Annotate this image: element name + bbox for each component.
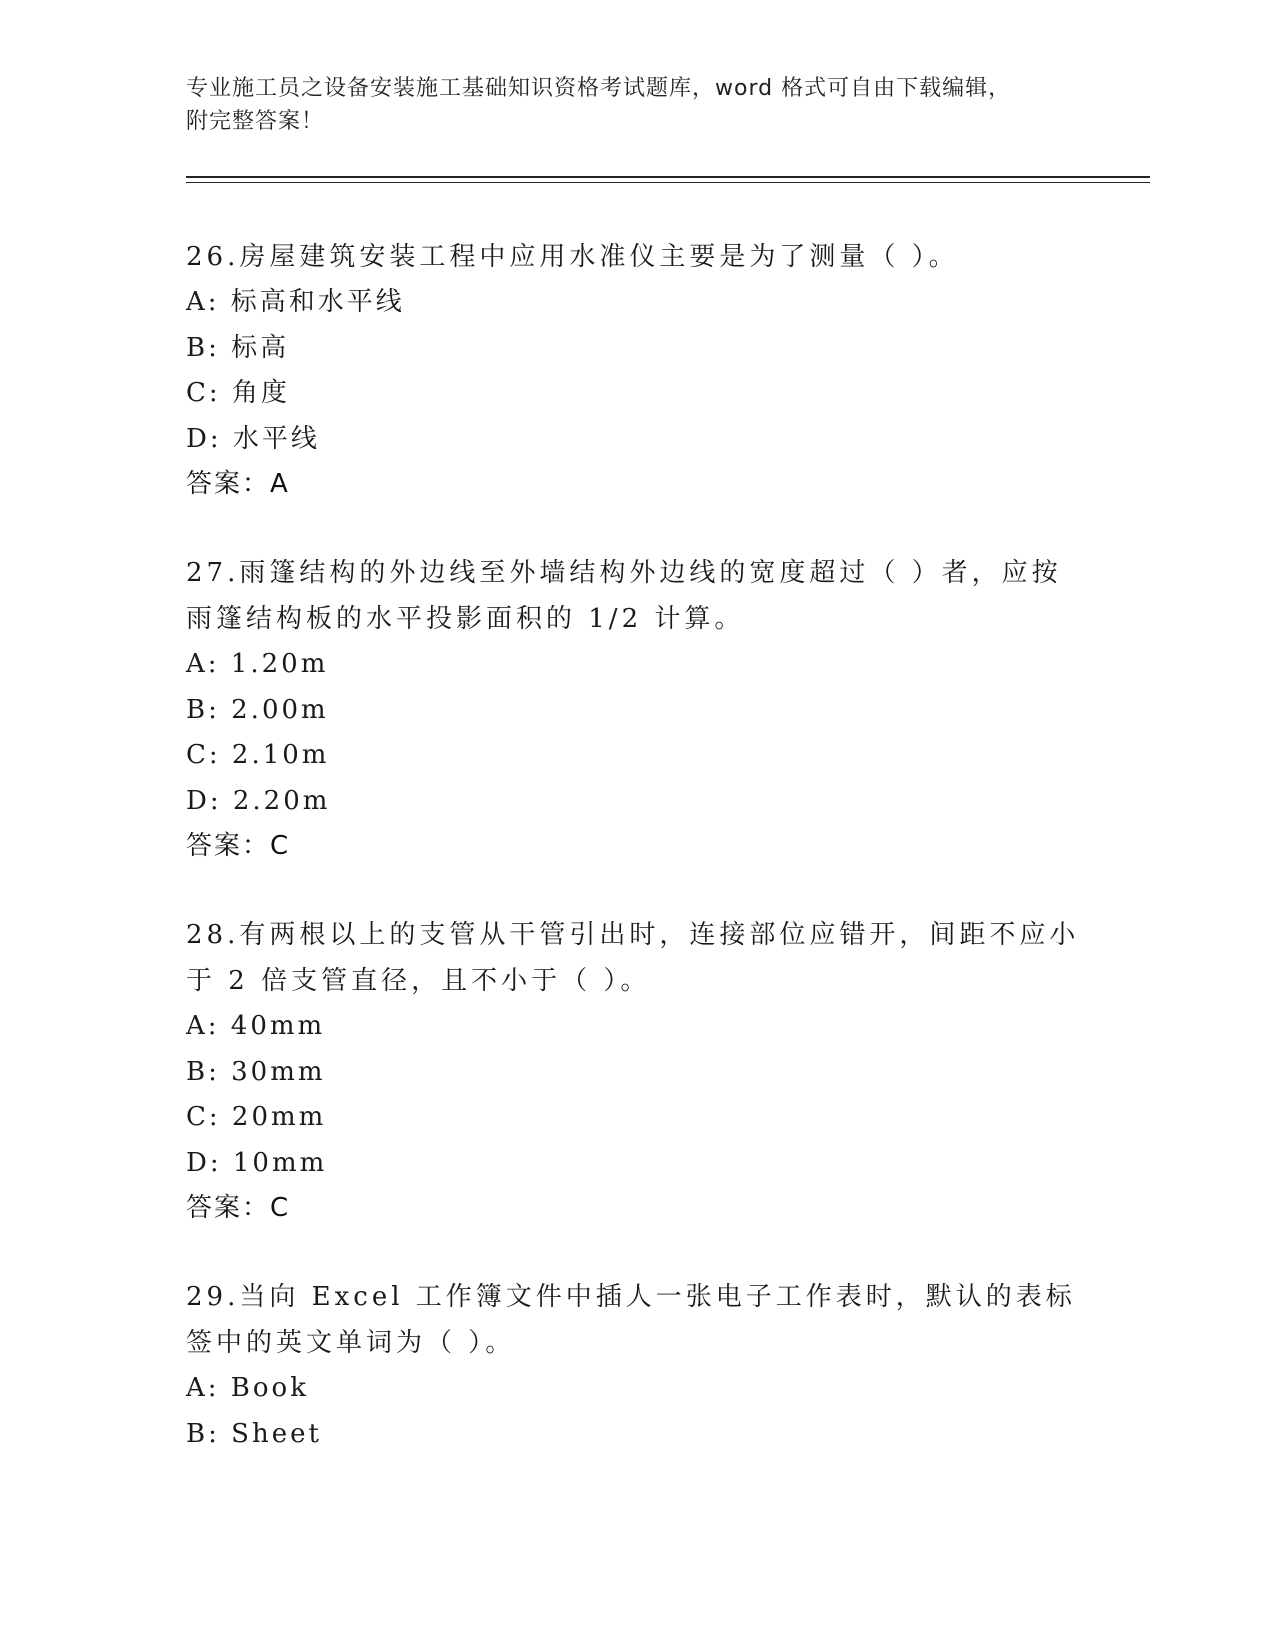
document-header (186, 72, 1066, 138)
option-b: B: Sheet (186, 1418, 322, 1449)
option-d: D: 水平线 (186, 423, 320, 454)
question-title: 29.当向 Excel 工作簿文件中插人一张电子工作表时，默认的表标签中的英文单词为（ ）。 (186, 1282, 1076, 1358)
answer-line: 答案：C (186, 831, 291, 861)
question-29 (186, 1274, 1086, 1457)
question-title: 28.有两根以上的支管从干管引出时，连接部位应错开，间距不应小于 2 倍支管直径，且不小于（ ）。 (186, 920, 1080, 996)
option-d: D: 10mm (186, 1147, 328, 1178)
answer-line: 答案：C (186, 1193, 291, 1223)
question-28 (186, 912, 1086, 1231)
header-line-1: 专业施工员之设备安装施工基础知识资格考试题库，word 格式可自由下载编辑， (186, 76, 1012, 101)
question-27 (186, 550, 1086, 869)
option-b: B: 2.00m (186, 694, 329, 725)
option-c: C: 2.10m (186, 740, 330, 770)
question-list (186, 234, 1086, 1500)
option-a: A: 40mm (186, 1011, 326, 1041)
option-b: B: 30mm (186, 1056, 326, 1087)
question-title: 27.雨篷结构的外边线至外墙结构外边线的宽度超过（ ）者，应按雨篷结构板的水平投影面积的 1/2 计算。 (186, 558, 1062, 634)
header-line-2: 附完整答案！ (186, 109, 325, 134)
option-d: D: 2.20m (186, 785, 331, 816)
header-divider-thick (186, 176, 1150, 178)
option-a: A: 标高和水平线 (186, 287, 405, 317)
option-b: B: 标高 (186, 332, 290, 363)
answer-line: 答案：A (186, 469, 290, 499)
header-divider-thin (186, 182, 1150, 183)
option-c: C: 角度 (186, 378, 290, 408)
option-a: A: 1.20m (186, 649, 329, 679)
option-a: A: Book (186, 1373, 309, 1403)
option-c: C: 20mm (186, 1102, 327, 1132)
question-title: 26.房屋建筑安装工程中应用水准仪主要是为了测量（ ）。 (186, 242, 959, 272)
question-26 (186, 234, 1086, 507)
